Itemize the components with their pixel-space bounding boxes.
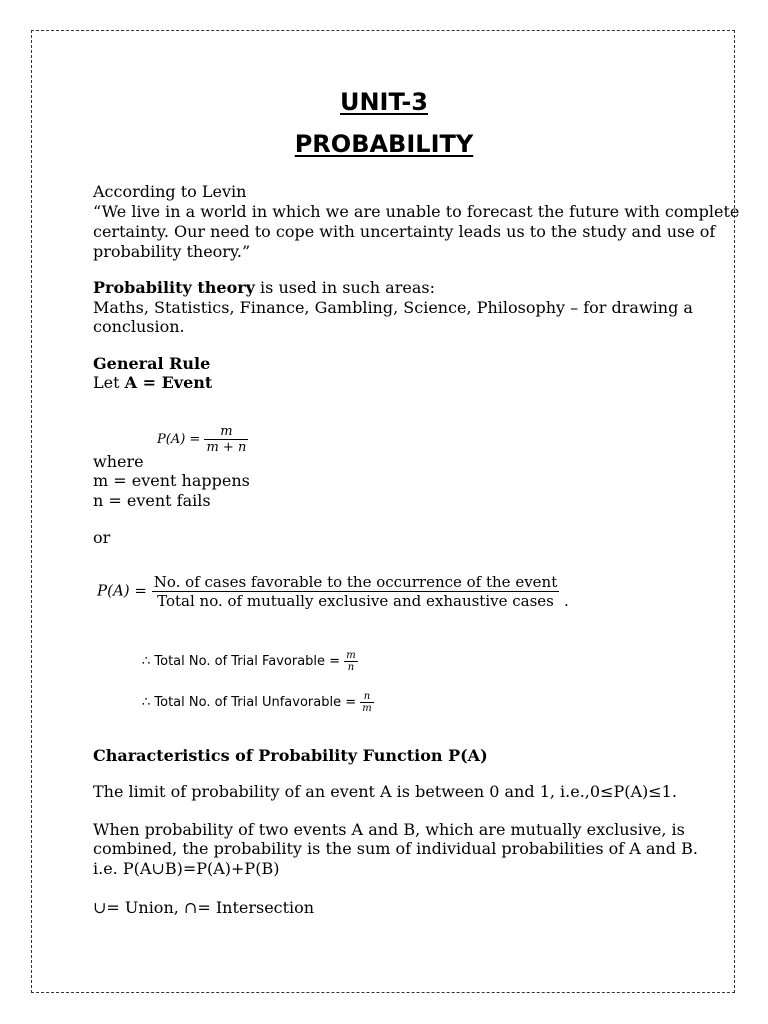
quote-line-3: probability theory.” [93,242,251,261]
trial-unfavorable: ∴ Total No. of Trial Unfavorable = $\frac{n}{m}$ [142,691,372,714]
formula-classical: P(A) = $\frac{\text{No. of cases favorable to the occurrence of the event}}{\text{Total no. of mutually exclusive and exhaustive cases}}$ . [97,573,569,610]
general-rule-heading: General Rule [93,354,211,373]
n-definition: n = event fails [93,491,211,510]
addition-rule-line-2: combined, the probability is the sum of individual probabilities of A and B. [93,839,698,858]
intro-attribution: According to Levin [93,182,247,201]
quote-line-2: certainty. Our need to cope with uncertainty leads us to the study and use of [93,222,716,241]
formula-basic: P(A) = $\frac{m}{m + n}$ [157,424,247,455]
areas-list: Maths, Statistics, Finance, Gambling, Science, Philosophy – for drawing a [93,298,693,317]
areas-rest: is used in such areas: [254,278,435,297]
set-symbols: ∪= Union, ∩= Intersection [93,898,315,917]
addition-rule-line-1: When probability of two events A and B, which are mutually exclusive, is [93,820,685,839]
areas-list-end: conclusion. [93,317,185,336]
let-line: Let A = Event [93,373,213,392]
quote-line-1: “We live in a world in which we are unable to forecast the future with complete [93,202,740,221]
areas-intro [93,278,435,298]
characteristics-heading: Characteristics of Probability Function P(A) [93,746,488,765]
areas-bold: Probability theory [93,278,255,297]
m-definition: m = event happens [93,471,250,490]
page-title: PROBABILITY [294,130,474,158]
trial-favorable: ∴ Total No. of Trial Favorable = $\frac{m}{n}$ [142,650,356,673]
addition-rule-formula: i.e. P(A∪B)=P(A)+P(B) [93,859,280,878]
unit-title: UNIT-3 [339,88,428,116]
limit-line: The limit of probability of an event A is between 0 and 1, i.e.,0≤P(A)≤1. [93,782,677,801]
or-label: or [93,528,111,547]
where-label: where [93,452,144,471]
